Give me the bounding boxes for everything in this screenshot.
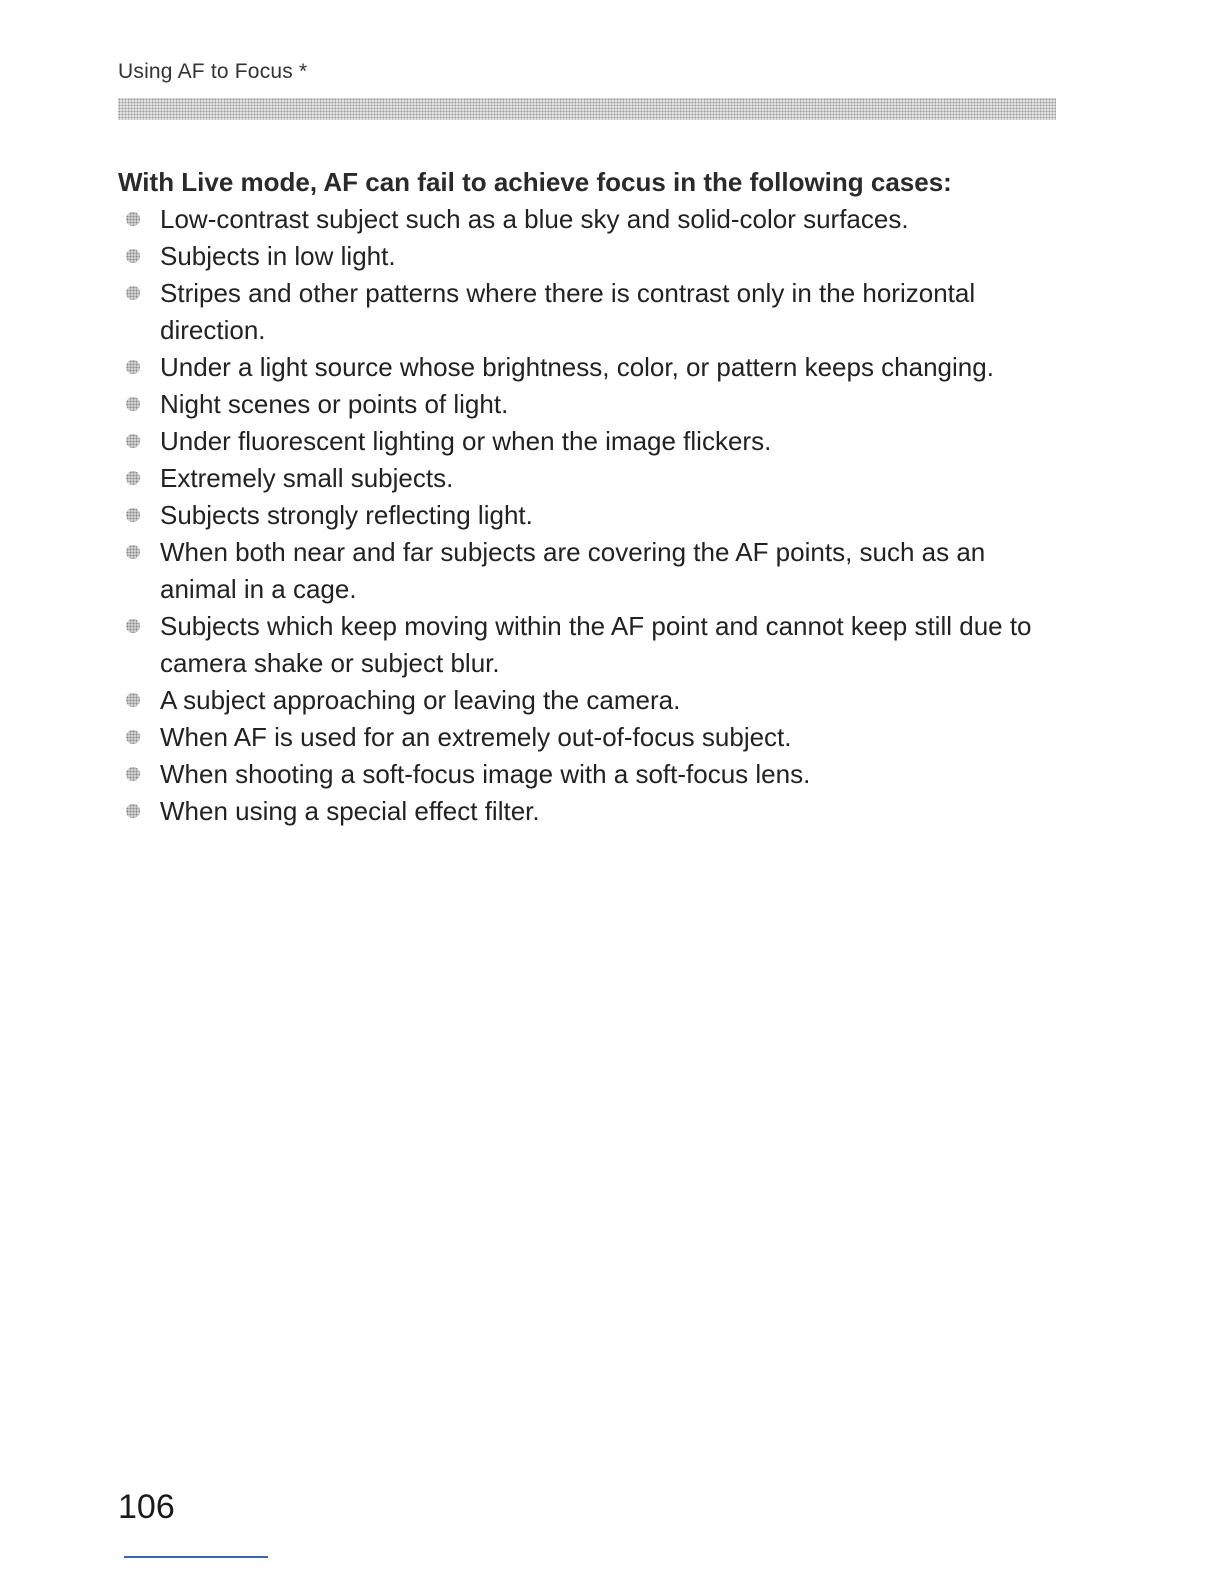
list-item [118,386,1058,423]
list-item [118,201,1058,238]
bullet-icon [126,767,140,781]
bullet-icon [126,693,140,707]
list-item-text: Stripes and other patterns where there is contrast only in the horizontal direction. [160,278,976,345]
bullet-icon [126,397,140,411]
bullet-icon [126,249,140,263]
list-item-text: Subjects in low light. [160,241,396,271]
list-item-text: Low-contrast subject such as a blue sky and solid-color surfaces. [160,204,909,234]
list-item [118,349,1058,386]
bullet-icon [126,804,140,818]
list-item-text: Night scenes or points of light. [160,389,509,419]
intro-heading: With Live mode, AF can fail to achieve focus in the following cases: [118,167,952,197]
list-item-text: When both near and far subjects are covering the AF points, such as an animal in a cage. [160,537,986,604]
page-content [118,164,1058,830]
list-item-text: When using a special effect filter. [160,796,540,826]
bullet-icon [126,360,140,374]
list-item [118,719,1058,756]
bullet-icon [126,619,140,633]
list-item-text: A subject approaching or leaving the camera. [160,685,681,715]
bullet-icon [126,212,140,226]
list-item-text: When shooting a soft-focus image with a soft-focus lens. [160,759,811,789]
list-item-text: Subjects strongly reflecting light. [160,500,533,530]
list-item-text: Extremely small subjects. [160,463,454,493]
list-item-text: Under a light source whose brightness, color, or pattern keeps changing. [160,352,994,382]
bullet-icon [126,508,140,522]
bullet-icon [126,434,140,448]
focus-failure-list [118,201,1058,830]
header-bar [118,98,1056,120]
running-header [118,60,307,84]
list-item-text: Subjects which keep moving within the AF point and cannot keep still due to camera shake or subject blur. [160,611,1032,678]
bullet-icon [126,471,140,485]
list-item [118,423,1058,460]
list-item [118,460,1058,497]
section-title: Using AF to Focus [118,60,293,83]
asterisk-mark: * [299,60,308,83]
page-number: 106 [118,1488,175,1526]
footer-rule [124,1556,268,1558]
bullet-icon [126,545,140,559]
list-item [118,793,1058,830]
list-item [118,275,1058,349]
list-item [118,238,1058,275]
list-item [118,608,1058,682]
list-item-text: Under fluorescent lighting or when the image flickers. [160,426,772,456]
bullet-icon [126,730,140,744]
list-item [118,534,1058,608]
bullet-icon [126,286,140,300]
list-item [118,682,1058,719]
list-item [118,756,1058,793]
list-item-text: When AF is used for an extremely out-of-focus subject. [160,722,792,752]
list-item [118,497,1058,534]
